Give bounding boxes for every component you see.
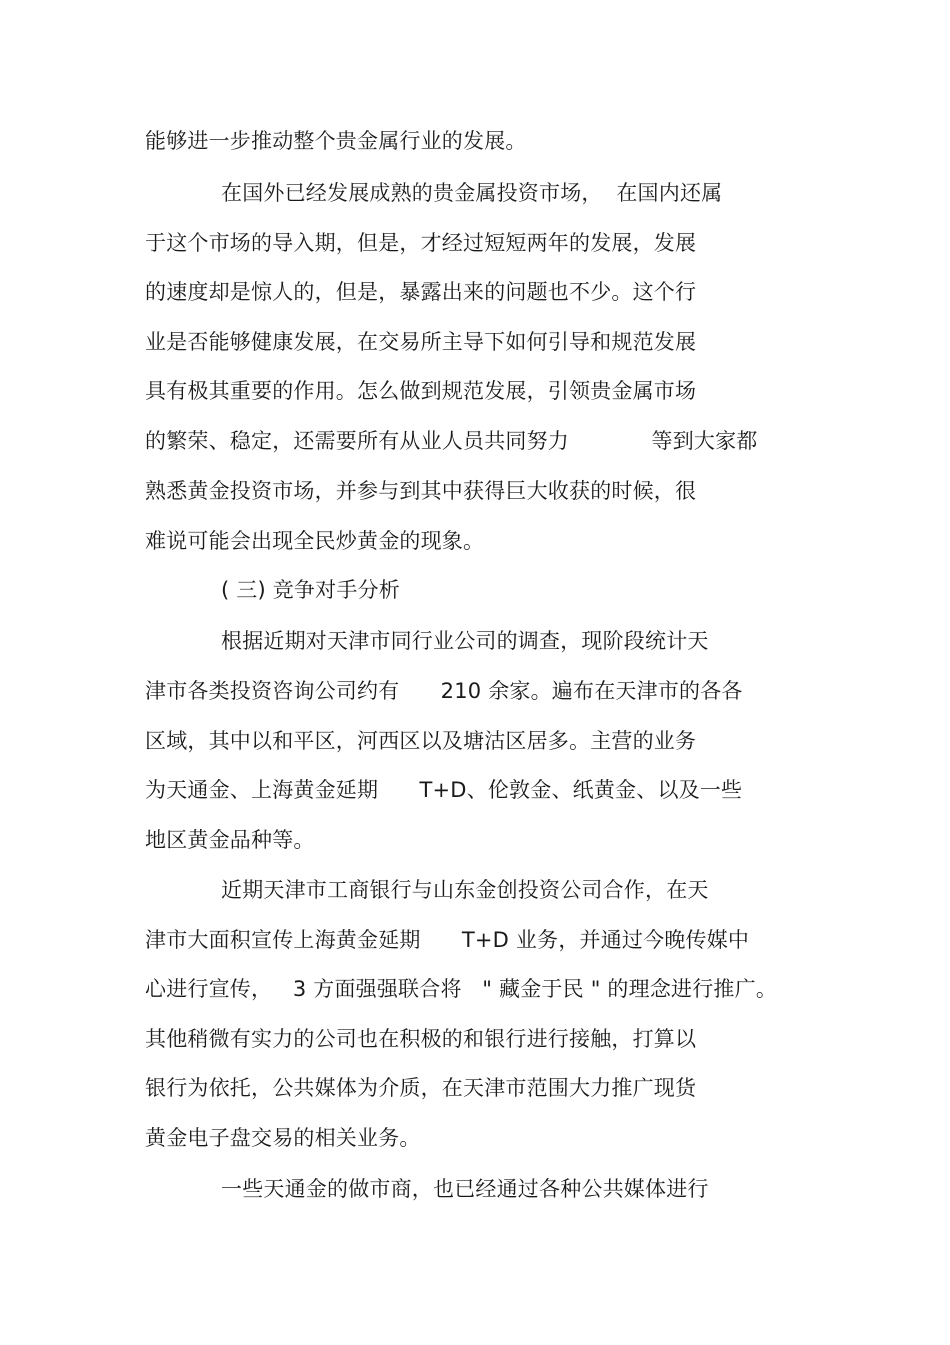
paragraph-line: 业是否能够健康发展，在交易所主导下如何引导和规范发展: [145, 330, 697, 354]
paragraph-line: 心进行宣传， 3 方面强强联合将 " 藏金于民 " 的理念进行推广。: [145, 977, 778, 1001]
paragraph-line: 为天通金、上海黄金延期 T+D、伦敦金、纸黄金、以及一些: [145, 778, 743, 802]
paragraph-line: 难说可能会出现全民炒黄金的现象。: [145, 529, 485, 553]
paragraph-line: 的繁荣、稳定，还需要所有从业人员共同努力 等到大家都: [145, 429, 758, 453]
paragraph-line: 地区黄金品种等。: [145, 828, 315, 852]
paragraph-line: 根据近期对天津市同行业公司的调查，现阶段统计天: [221, 629, 709, 653]
paragraph-line: 区域，其中以和平区，河西区以及塘沽区居多。主营的业务: [145, 729, 697, 753]
paragraph-line: 能够进一步推动整个贵金属行业的发展。: [145, 129, 527, 153]
paragraph-line: 于这个市场的导入期，但是，才经过短短两年的发展，发展: [145, 231, 697, 255]
paragraph-line: 黄金电子盘交易的相关业务。: [145, 1126, 421, 1150]
paragraph-line: 其他稍微有实力的公司也在积极的和银行进行接触，打算以: [145, 1027, 697, 1051]
paragraph-line: 津市大面积宣传上海黄金延期 T+D 业务，并通过今晚传媒中: [145, 928, 750, 952]
paragraph-line: 具有极其重要的作用。怎么做到规范发展，引领贵金属市场: [145, 379, 697, 403]
paragraph-line: 的速度却是惊人的，但是，暴露出来的问题也不少。这个行: [145, 280, 697, 304]
section-heading: ( 三) 竞争对手分析: [221, 578, 400, 602]
paragraph-line: 一些天通金的做市商，也已经通过各种公共媒体进行: [221, 1177, 709, 1201]
paragraph-line: 熟悉黄金投资市场，并参与到其中获得巨大收获的时候，很: [145, 479, 697, 503]
paragraph-line: 银行为依托，公共媒体为介质，在天津市范围大力推广现货: [145, 1076, 697, 1100]
paragraph-line: 近期天津市工商银行与山东金创投资公司合作，在天: [221, 878, 709, 902]
paragraph-line: 在国外已经发展成熟的贵金属投资市场， 在国内还属: [221, 181, 723, 205]
paragraph-line: 津市各类投资咨询公司约有 210 余家。遍布在天津市的各各: [145, 679, 743, 703]
